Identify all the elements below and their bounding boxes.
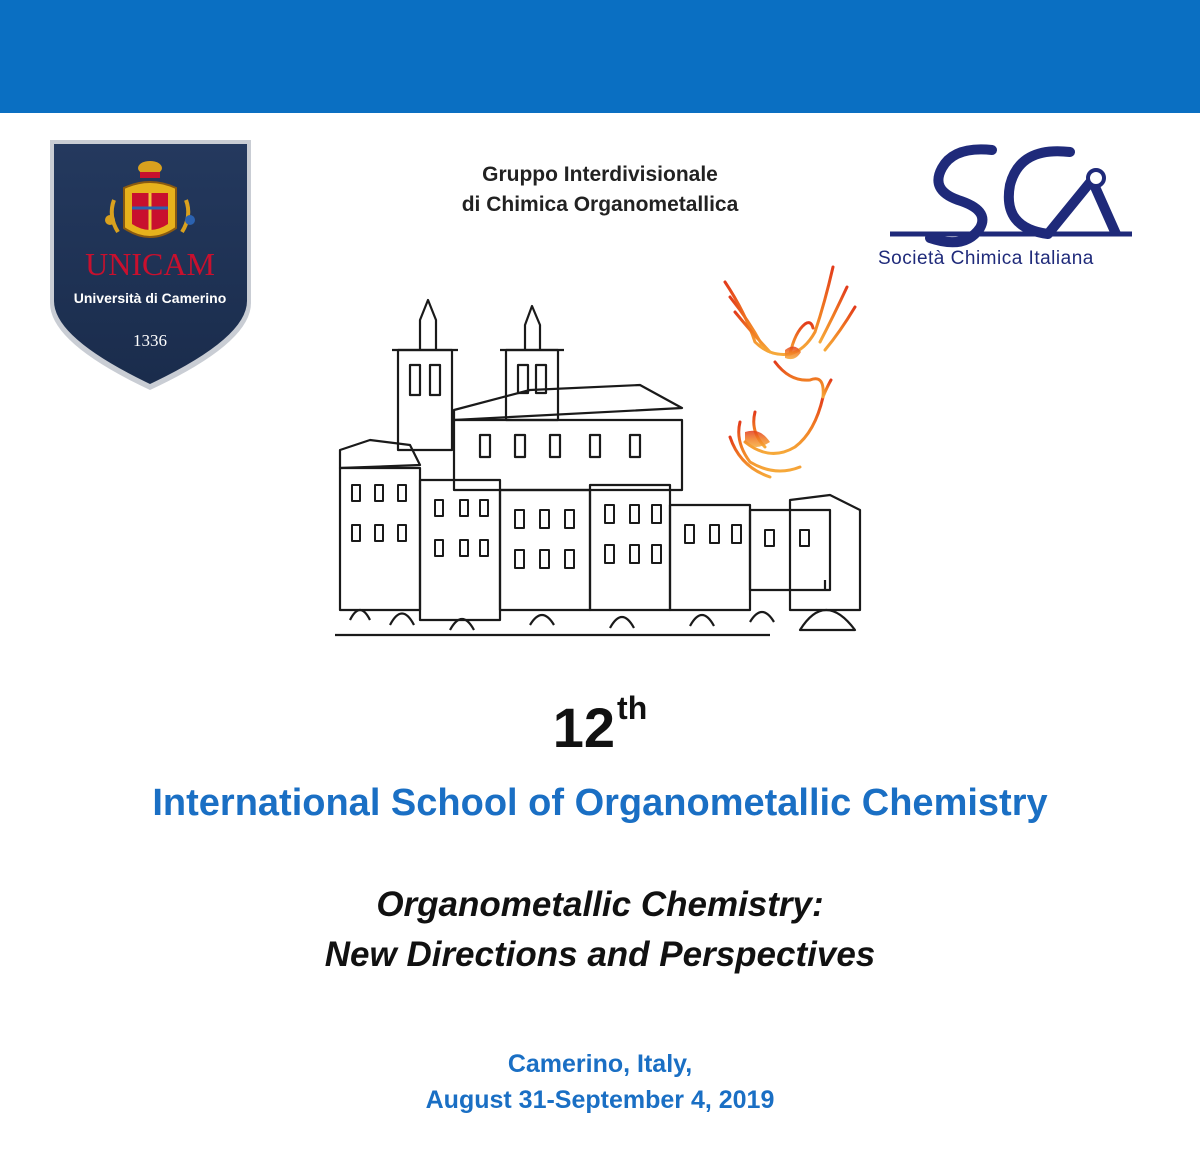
subtitle: [0, 880, 1200, 980]
location-line: Camerino, Italy,: [507, 1050, 693, 1078]
sci-name: Società Chimica Italiana: [878, 248, 1094, 269]
subtitle-line2: New Directions and Perspectives: [324, 935, 876, 974]
unicam-university-name: Università di Camerino: [73, 290, 227, 306]
group-heading: [380, 160, 820, 220]
edition-number-value: 12: [552, 696, 616, 759]
edition-suffix: th: [617, 690, 648, 726]
phoenix-icon: [715, 262, 865, 492]
school-title: International School of Organometallic Chemistry: [152, 782, 1048, 824]
top-banner-bar: [0, 0, 1200, 113]
unicam-wordmark: UNICAM: [85, 246, 215, 282]
subtitle-line1: Organometallic Chemistry:: [376, 885, 824, 924]
dates-line: August 31-September 4, 2019: [425, 1086, 775, 1114]
unicam-logo: [48, 138, 253, 393]
location-dates: [0, 1046, 1200, 1118]
group-heading-line1: Gruppo Interdivisionale: [482, 163, 718, 186]
unicam-founding-year: 1336: [133, 331, 167, 350]
edition-number: [0, 690, 1200, 760]
group-heading-line2: di Chimica Organometallica: [461, 193, 739, 216]
